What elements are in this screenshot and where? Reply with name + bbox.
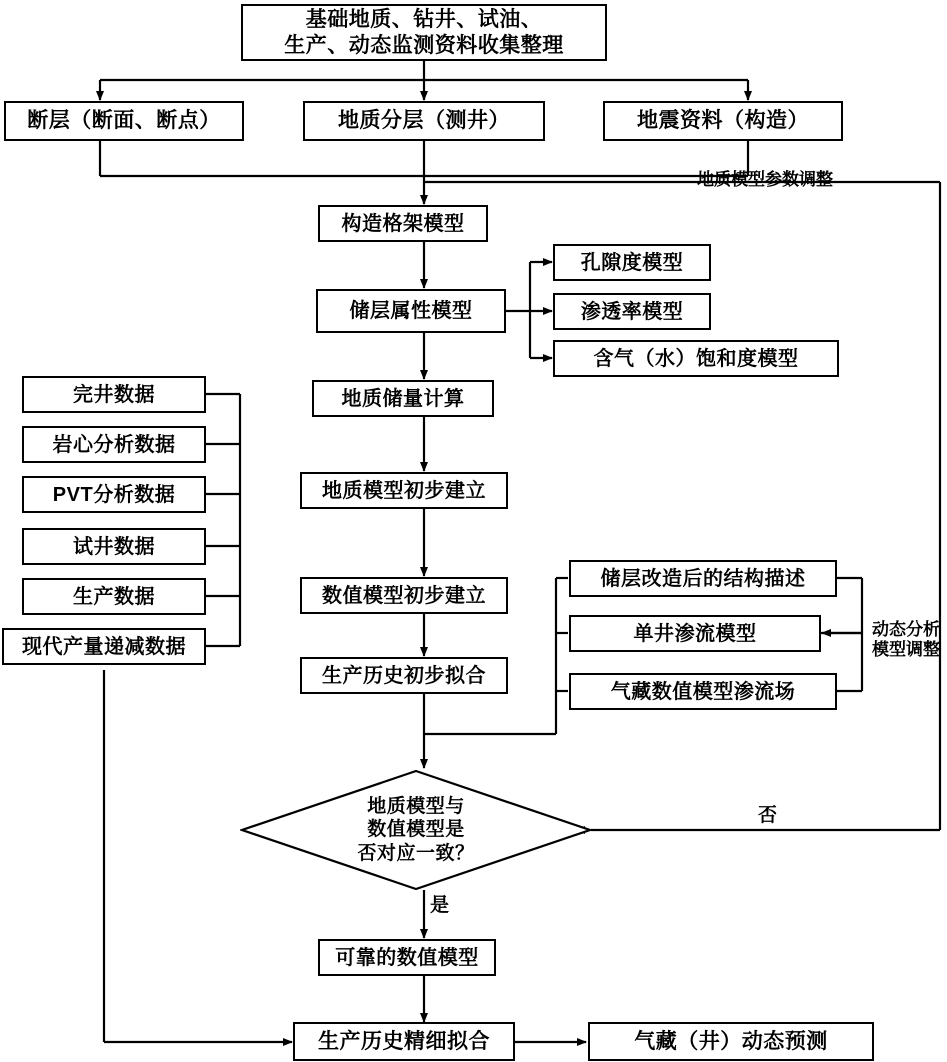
node-framework-label: 构造格架模型 <box>341 212 465 235</box>
node-reliable-numerical-model[interactable] <box>318 939 496 976</box>
node-data-collection-line2: 生产、动态监测资料收集整理 <box>284 33 564 57</box>
edge-label-no: 否 <box>758 805 778 826</box>
node-reliable-model-label: 可靠的数值模型 <box>335 946 479 969</box>
node-fault[interactable] <box>4 101 244 141</box>
node-gas-reservoir-well-dynamic-forecast[interactable] <box>588 1022 874 1061</box>
node-strata[interactable] <box>303 101 545 141</box>
node-struct-desc-label: 储层改造后的结构描述 <box>600 567 806 590</box>
node-geo-model-init-label: 地质模型初步建立 <box>322 479 486 502</box>
node-strata-label: 地质分层（测井） <box>338 109 510 133</box>
node-well-completion-data[interactable] <box>22 376 206 413</box>
node-history-fine-label: 生产历史精细拟合 <box>318 1029 490 1053</box>
node-data-collection[interactable] <box>241 4 607 61</box>
node-permeability-model[interactable] <box>553 293 711 330</box>
node-reserves-label: 地质储量计算 <box>341 387 465 410</box>
node-num-model-init-label: 数值模型初步建立 <box>322 584 486 607</box>
node-well-test-data[interactable] <box>22 528 206 565</box>
node-core-analysis-data[interactable] <box>22 426 206 463</box>
node-fault-label: 断层（断面、断点） <box>27 109 221 133</box>
node-geological-model-initial[interactable] <box>300 472 508 509</box>
node-modern-decline-data[interactable] <box>2 628 206 665</box>
node-production-data[interactable] <box>22 578 206 615</box>
node-well-test-label: 试井数据 <box>73 535 155 558</box>
node-gas-field-flow-label: 气藏数值模型渗流场 <box>610 680 796 703</box>
node-single-well-label: 单井渗流模型 <box>633 622 757 645</box>
node-post-stimulation-structure-description[interactable] <box>569 560 837 597</box>
node-production-label: 生产数据 <box>73 585 155 608</box>
node-seismic[interactable] <box>603 101 843 141</box>
node-numerical-model-initial[interactable] <box>300 577 508 614</box>
node-porosity-label: 孔隙度模型 <box>580 251 684 274</box>
node-seismic-label: 地震资料（构造） <box>637 109 809 133</box>
node-saturation-label: 含气（水）饱和度模型 <box>593 347 799 370</box>
node-pvt-analysis-label: PVT分析数据 <box>52 483 176 506</box>
node-gas-reservoir-numerical-flow-field[interactable] <box>569 673 837 710</box>
node-structural-framework-model[interactable] <box>318 205 488 242</box>
node-geological-reserves-calculation[interactable] <box>312 380 494 417</box>
node-data-collection-line1: 基础地质、钻井、试油、 <box>305 8 543 32</box>
node-gas-water-saturation-model[interactable] <box>553 340 839 377</box>
node-forecast-label: 气藏（井）动态预测 <box>634 1029 828 1053</box>
node-single-well-flow-model[interactable] <box>569 615 821 652</box>
node-core-analysis-label: 岩心分析数据 <box>52 433 176 456</box>
node-reservoir-property-model[interactable] <box>316 289 506 333</box>
edge-label-geo-param-adjust: 地质模型参数调整 <box>697 170 833 189</box>
node-production-history-initial-match[interactable] <box>300 657 508 694</box>
node-modern-decline-label: 现代产量递减数据 <box>22 635 186 658</box>
node-permeability-label: 渗透率模型 <box>580 300 684 323</box>
edge-label-dynamic-analysis-adjust: 动态分析 模型调整 <box>872 620 940 660</box>
node-reservoir-prop-label: 储层属性模型 <box>349 300 473 322</box>
node-history-init-label: 生产历史初步拟合 <box>322 664 486 687</box>
decision-label: 地质模型与 数值模型是 否对应一致？ <box>357 796 475 864</box>
decision-model-consistency[interactable] <box>240 769 592 891</box>
node-production-history-fine-match[interactable] <box>293 1022 515 1061</box>
node-porosity-model[interactable] <box>553 244 711 281</box>
edge-label-yes: 是 <box>430 895 450 916</box>
node-well-completion-label: 完井数据 <box>73 383 155 406</box>
node-pvt-analysis-data[interactable] <box>22 476 206 513</box>
